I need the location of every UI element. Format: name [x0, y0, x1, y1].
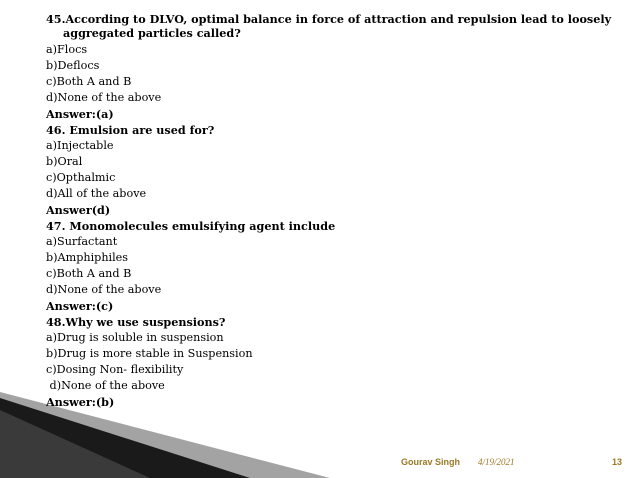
question-46: 46. Emulsion are used for?: [46, 123, 215, 137]
option-46-b: b)Oral: [46, 155, 83, 168]
question-48: 48.Why we use suspensions?: [46, 315, 226, 329]
option-46-d: d)All of the above: [46, 187, 147, 200]
option-47-c: c)Both A and B: [46, 267, 132, 280]
page-number: 13: [612, 457, 623, 467]
footer-date: 4/19/2021: [478, 457, 515, 467]
option-45-c: c)Both A and B: [46, 75, 132, 88]
option-47-d: d)None of the above: [46, 283, 162, 296]
option-48-b: b)Drug is more stable in Suspension: [46, 347, 253, 360]
option-45-a: a)Flocs: [46, 43, 88, 56]
option-48-d: d)None of the above: [46, 379, 165, 392]
option-48-a: a)Drug is soluble in suspension: [46, 331, 224, 344]
option-45-b: b)Deflocs: [46, 59, 100, 72]
option-47-b: b)Amphiphiles: [46, 251, 129, 264]
footer-author: Gourav Singh: [401, 457, 461, 467]
answer-47: Answer:(c): [46, 299, 114, 313]
option-48-c: c)Dosing Non- flexibility: [46, 363, 184, 376]
slide-content: [46, 12, 626, 410]
question-45: 45.According to DLVO, optimal balance in force of attraction and repulsion lead to loosely aggregated particles called?: [46, 12, 612, 40]
option-46-a: a)Injectable: [46, 139, 114, 152]
option-47-a: a)Surfactant: [46, 235, 118, 248]
option-45-d: d)None of the above: [46, 91, 162, 104]
answer-45: Answer:(a): [46, 107, 114, 121]
option-46-c: c)Opthalmic: [46, 171, 116, 184]
question-47: 47. Monomolecules emulsifying agent include: [46, 219, 336, 233]
answer-48: Answer:(b): [46, 395, 115, 409]
answer-46: Answer(d): [46, 203, 111, 217]
